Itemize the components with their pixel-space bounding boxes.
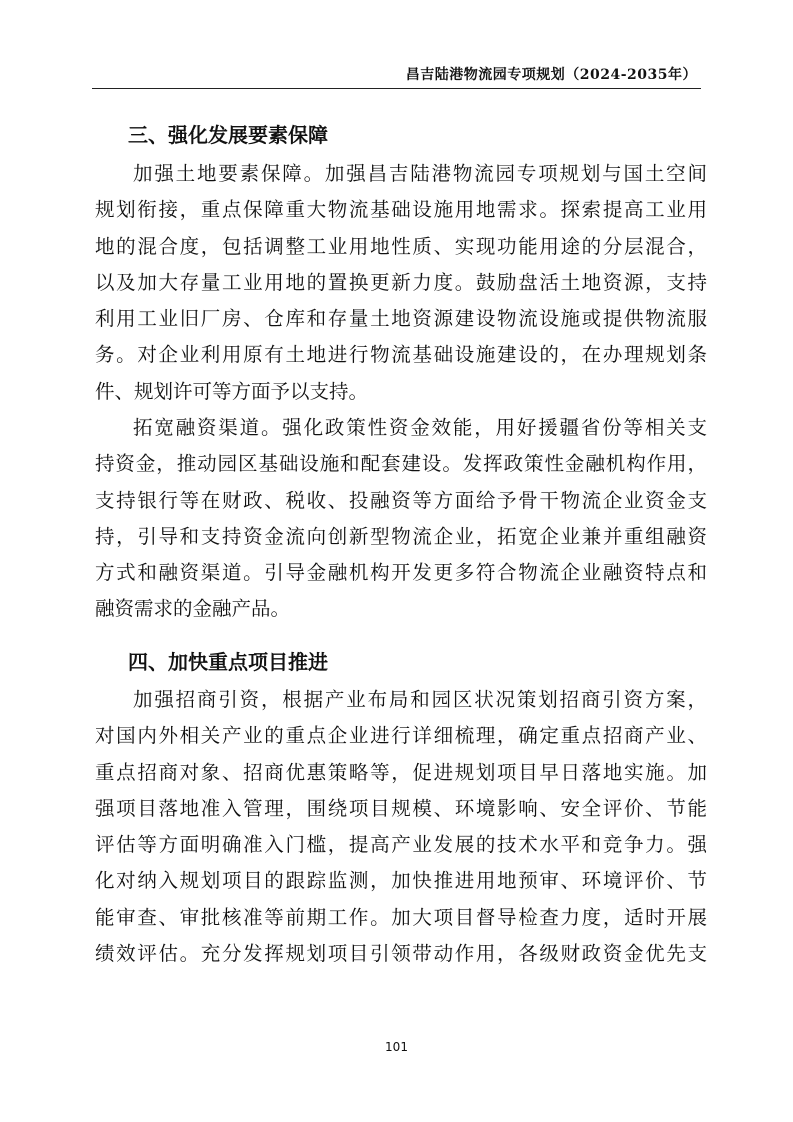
- body-line: 能审查、审批核准等前期工作。加大项目督导检查力度，适时开展: [95, 905, 707, 929]
- body-line: 持，引导和支持资金流向创新型物流企业，拓宽企业兼并重组融资: [95, 524, 707, 548]
- paragraph-financing: [95, 410, 707, 628]
- paragraph-project-promotion: [95, 682, 707, 972]
- body-line: 支持银行等在财政、税收、投融资等方面给予骨干物流企业资金支: [95, 488, 707, 512]
- paragraph-land-guarantee: [95, 156, 707, 410]
- body-line: 对国内外相关产业的重点企业进行详细梳理，确定重点招商产业、: [95, 724, 707, 748]
- body-line: 地的混合度，包括调整工业用地性质、实现功能用途的分层混合，: [95, 234, 707, 258]
- body-line: 化对纳入规划项目的跟踪监测，加快推进用地预审、环境评价、节: [95, 869, 707, 893]
- body-line: 利用工业旧厂房、仓库和存量土地资源建设物流设施或提供物流服: [95, 307, 707, 331]
- body-line: 规划衔接，重点保障重大物流基础设施用地需求。探索提高工业用: [95, 198, 707, 222]
- body-line: 加强招商引资，根据产业布局和园区状况策划招商引资方案，: [133, 688, 707, 711]
- body-line: 以及加大存量工业用地的置换更新力度。鼓励盘活土地资源，支持: [95, 270, 707, 294]
- section-heading-3: 三、强化发展要素保障: [128, 123, 328, 147]
- body-line: 绩效评估。充分发挥规划项目引领带动作用，各级财政资金优先支: [95, 942, 707, 966]
- page-number: 101: [385, 1040, 408, 1054]
- running-header-title: 昌吉陆港物流园专项规划（2024-2035年）: [405, 67, 697, 83]
- body-line: 方式和融资渠道。引导金融机构开发更多符合物流企业融资特点和: [95, 561, 707, 585]
- body-line: 务。对企业利用原有土地进行物流基础设施建设的，在办理规划条: [95, 343, 707, 367]
- body-line: 强项目落地准入管理，围绕项目规模、环境影响、安全评价、节能: [95, 796, 707, 820]
- body-line: 件、规划许可等方面予以支持。: [95, 379, 369, 403]
- body-line: 加强土地要素保障。加强昌吉陆港物流园专项规划与国土空间: [133, 162, 707, 185]
- body-line: 评估等方面明确准入门槛，提高产业发展的技术水平和竞争力。强: [95, 833, 707, 857]
- body-line: 拓宽融资渠道。强化政策性资金效能，用好援疆省份等相关支: [133, 416, 707, 439]
- body-line: 持资金，推动园区基础设施和配套建设。发挥政策性金融机构作用，: [95, 452, 707, 476]
- body-line: 融资需求的金融产品。: [95, 597, 291, 621]
- section-heading-4: 四、加快重点项目推进: [128, 650, 328, 674]
- body-line: 重点招商对象、招商优惠策略等，促进规划项目早日落地实施。加: [95, 760, 707, 784]
- header-divider: [92, 88, 701, 89]
